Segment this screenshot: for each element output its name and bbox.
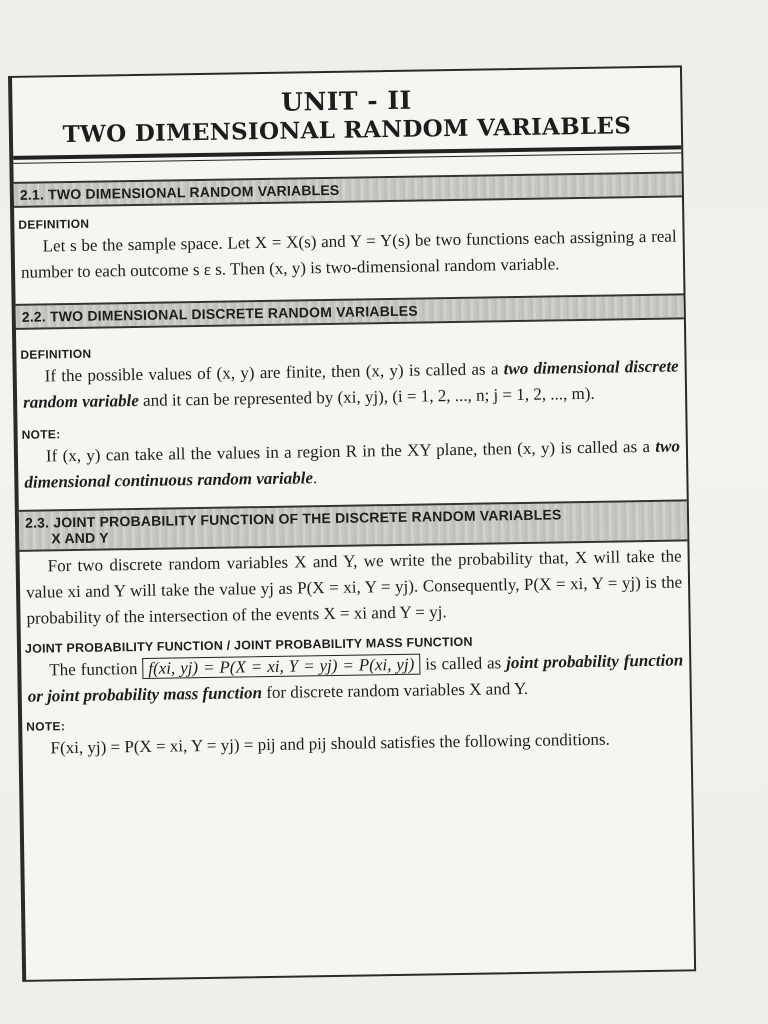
emphasis-term: two dimensional continuous random variable (24, 436, 681, 492)
boxed-formula: f(xi, yj) = P(X = xi, Y = yj) = P(xi, yj) (142, 654, 420, 679)
function-definition-text (21, 647, 690, 709)
content-frame (8, 65, 696, 981)
text-segment: . (312, 468, 318, 488)
definition-label: DEFINITION (20, 346, 92, 362)
text-segment: If the possible values of (x, y) are finite, then (x, y) is called as a (44, 359, 504, 386)
section-heading-2-2: 2.2. TWO DIMENSIONAL DISCRETE RANDOM VARIABLES (16, 293, 684, 329)
text-segment: If (x, y) can take all the values in a region R in the XY plane, then (x, y) is called as a (45, 436, 656, 466)
note-label: NOTE: (21, 427, 61, 442)
section-heading-2-1: 2.1. TWO DIMENSIONAL RANDOM VARIABLES (14, 171, 682, 207)
definition-text (17, 353, 686, 415)
definition-text: Let s be the sample space. Let X = X(s) and Y = Y(s) be two functions each assigning a real number to each outcome s ε s. Then (x, y) is two-dimensional random variable. (20, 226, 677, 282)
chapter-title: TWO DIMENSIONAL RANDOM VARIABLES (62, 112, 632, 149)
note-label: NOTE: (26, 719, 66, 734)
definition-label: DEFINITION (18, 216, 90, 232)
subsection-label: JOINT PROBABILITY FUNCTION / JOINT PROBABILITY MASS FUNCTION (24, 634, 473, 656)
text-segment: The function (49, 658, 143, 680)
note-text (18, 433, 687, 495)
emphasis-term: two dimensional discrete random variable (22, 356, 679, 412)
text-segment: is called as (420, 653, 507, 674)
unit-title: UNIT - II (280, 85, 412, 117)
section-heading-line: X AND Y (51, 529, 109, 547)
emphasis-term: joint probability function or joint probability mass function (27, 650, 684, 706)
text-segment: for discrete random variables X and Y. (261, 678, 529, 703)
section-heading-line: 2.3. JOINT PROBABILITY FUNCTION OF THE DISCRETE RANDOM VARIABLES (24, 506, 562, 531)
section-body-text: For two discrete random variables X and Y, we write the probability that, X will take the value xi and Y will take the value yj as P(X = xi, Y = yj). Consequently, P(X = xi, Y = yj) is the probability of the intersection of the events X = xi and Y = yj. (25, 546, 683, 628)
text-segment: and it can be represented by (xi, yj), (i = 1, 2, ..., n; j = 1, 2, ..., m). (138, 383, 595, 410)
note-text: F(xi, yj) = P(X = xi, Y = yj) = pij and pij should satisfies the following conditions. (50, 729, 610, 758)
